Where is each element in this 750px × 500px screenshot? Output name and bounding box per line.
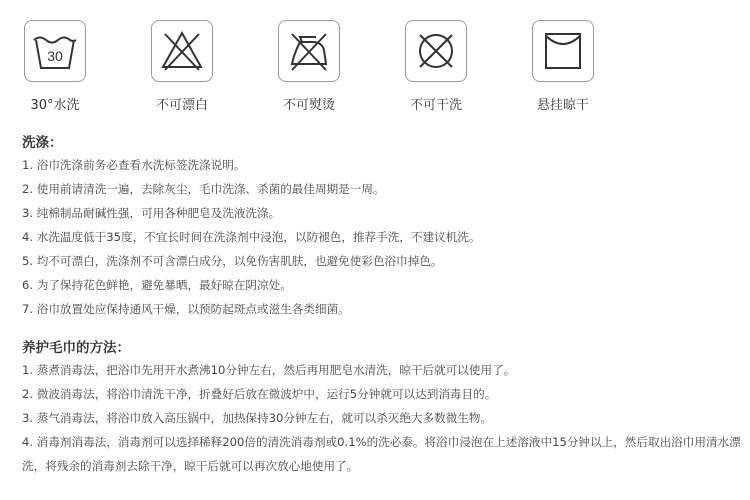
maintenance-item: 3. 蒸气消毒法，将浴巾放入高压锅中，加热保持30分钟左右，就可以杀灭绝大多数微生物。 — [22, 411, 493, 425]
care-item-no-bleach — [132, 20, 232, 113]
no-dry-clean-icon — [405, 20, 467, 82]
maintenance-title: 养护毛巾的方法： — [22, 340, 130, 356]
washing-item: 3. 纯棉制品耐碱性强，可用各种肥皂及洗液洗涤。 — [22, 206, 281, 220]
care-item-hang-dry — [513, 20, 613, 113]
care-symbols-row — [0, 0, 750, 120]
no-iron-icon — [278, 20, 340, 82]
maintenance-item: 1. 蒸煮消毒法，把浴巾先用开水煮沸10分钟左右，然后再用肥皂水清洗，晾干后就可以使用了。 — [22, 363, 516, 377]
care-item-no-dry-clean — [386, 20, 486, 113]
washing-item: 7. 浴巾放置处应保持通风干燥，以预防起斑点或滋生各类细菌。 — [22, 302, 350, 316]
wash-30-icon — [24, 20, 86, 82]
maintenance-item: 4. 消毒剂消毒法，消毒剂可以选择稀释200倍的清洗消毒剂或0.1%的洗必泰。将浴巾浸泡在上述溶液中15分钟以上，然后取出浴巾用清水漂洗，将残余的消毒剂去除干净，晾干后就可以再次放心地使用了。 — [22, 435, 741, 473]
washing-title: 洗涤： — [22, 135, 63, 151]
care-item-no-iron — [259, 20, 359, 113]
maintenance-item: 2. 微波消毒法，将浴巾清洗干净，折叠好后放在微波炉中，运行5分钟就可以达到消毒目的。 — [22, 387, 497, 401]
no-bleach-icon — [151, 20, 213, 82]
care-label-no-dry-clean: 不可干洗 — [409, 98, 462, 113]
care-label-no-iron: 不可熨烫 — [282, 98, 335, 113]
washing-item: 2. 使用前请清洗一遍，去除灰尘，毛巾洗涤、杀菌的最佳周期是一周。 — [22, 182, 385, 196]
wash-temperature: 30 — [47, 48, 63, 64]
maintenance-section — [22, 338, 742, 478]
washing-item: 4. 水洗温度低于35度，不宜长时间在洗涤剂中浸泡，以防褪色，推荐手洗，不建议机洗。 — [22, 230, 481, 244]
washing-item: 1. 浴巾洗涤前务必查看水洗标签洗涤说明。 — [22, 158, 246, 172]
hang-dry-icon — [532, 20, 594, 82]
care-item-wash-30 — [5, 20, 105, 113]
care-label-hang-dry: 悬挂晾干 — [536, 98, 589, 113]
washing-section — [22, 133, 742, 321]
care-label-no-bleach: 不可漂白 — [155, 98, 208, 113]
washing-item: 5. 均不可漂白，洗涤剂不可含漂白成分，以免伤害肌肤，也避免使彩色浴巾掉色。 — [22, 254, 443, 268]
washing-item: 6. 为了保持花色鲜艳，避免暴晒，最好晾在阴凉处。 — [22, 278, 292, 292]
care-label-wash-30: 30°水洗 — [30, 98, 80, 113]
